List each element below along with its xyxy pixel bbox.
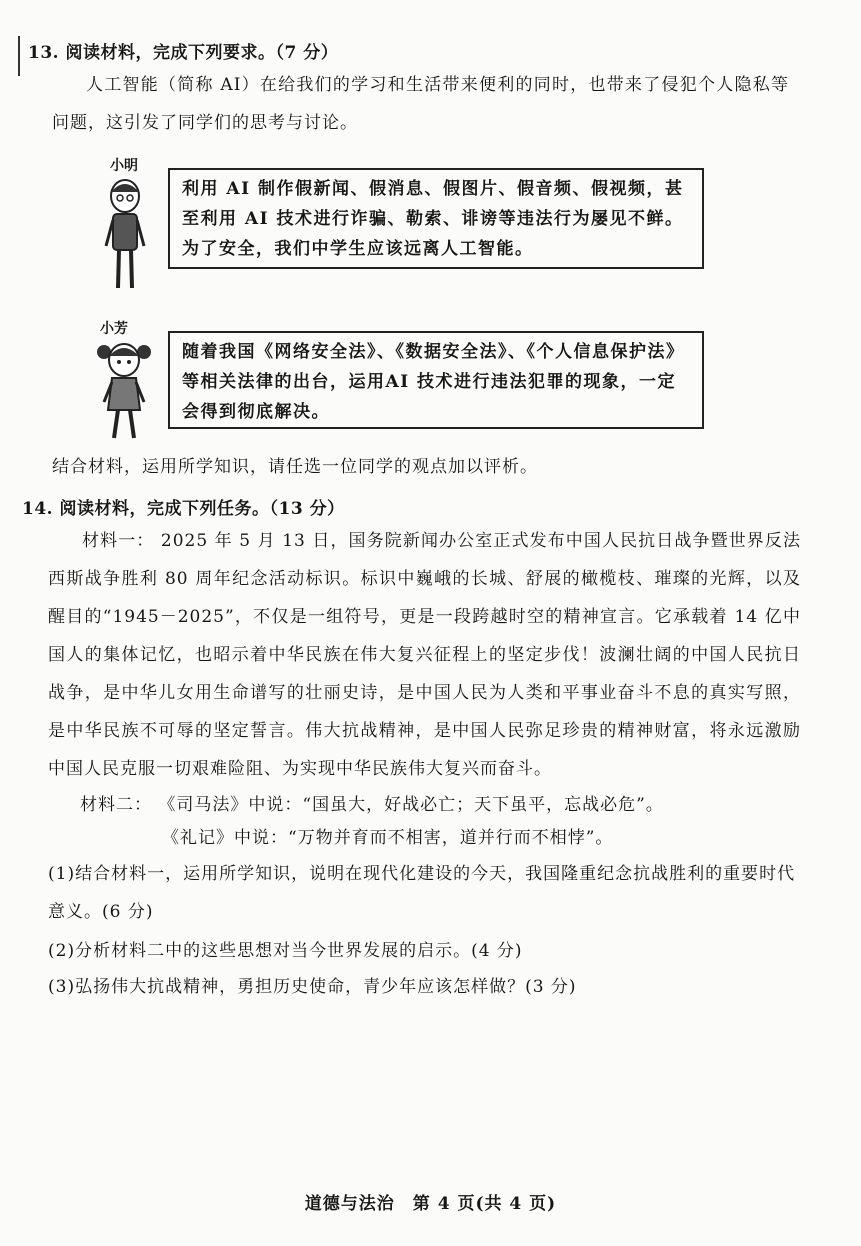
q14-sub1: (1)结合材料一，运用所学知识，说明在现代化建设的今天，我国隆重纪念抗战胜利的重要时代意义。(6 分) xyxy=(48,864,796,922)
xiaoming-figure-icon xyxy=(100,178,150,293)
xiaofang-figure-icon xyxy=(94,338,154,443)
q14-sub2: (2)分析材料二中的这些思想对当今世界发展的启示。(4 分) xyxy=(48,941,523,961)
page-footer: 道德与法治 第 4 页(共 4 页) xyxy=(304,1194,557,1214)
q14-material2-line1: 材料二： 《司马法》中说：“国虽大，好战必亡；天下虽平，忘战必危”。 xyxy=(80,795,664,815)
q14-heading: 14. 阅读材料，完成下列任务。（13 分） xyxy=(22,499,345,519)
q13-task: 结合材料，运用所学知识，请任选一位同学的观点加以评析。 xyxy=(52,457,538,477)
q14-material2-line2: 《礼记》中说：“万物并育而不相害，道并行而不相悖”。 xyxy=(162,828,614,848)
xiaofang-name: 小芳 xyxy=(100,321,128,337)
q14-material1: 材料一： 2025 年 5 月 13 日，国务院新闻办公室正式发布中国人民抗日战争暨世界反法西斯战争胜利 80 周年纪念活动标识。标识中巍峨的长城、舒展的橄榄枝、璀璨的光辉，以及醒目的“1945－2025”，不仅是一组符号，更是一段跨越时空的精神宣言。它承载着 14 亿中国人的集体记忆，也昭示着中华民族在伟大复兴征程上的坚定步伐！波澜壮阔的中国人民抗日战争，是中华儿女用生命谱写的壮丽史诗，是中国人民为人类和平事业奋斗不息的真实写照，是中华民族不可辱的坚定誓言。伟大抗战精神，是中国人民弥足珍贵的精神财富，将永远激励中国人民克服一切艰难险阻、为实现中华民族伟大复兴而奋斗。 xyxy=(48,531,801,779)
margin-line xyxy=(18,36,20,76)
xiaoming-speech-box: 利用 AI 制作假新闻、假消息、假图片、假音频、假视频，甚至利用 AI 技术进行诈骗、勒索、诽谤等违法行为屡见不鲜。为了安全，我们中学生应该远离人工智能。 xyxy=(168,168,704,269)
q13-heading: 13. 阅读材料，完成下列要求。（7 分） xyxy=(28,43,339,63)
q14-sub3: (3)弘扬伟大抗战精神，勇担历史使命，青少年应该怎样做？(3 分) xyxy=(48,977,577,997)
q13-intro: 人工智能（简称 AI）在给我们的学习和生活带来便利的同时，也带来了侵犯个人隐私等问题，这引发了同学们的思考与讨论。 xyxy=(52,75,789,133)
xiaofang-speech-box: 随着我国《网络安全法》、《数据安全法》、《个人信息保护法》等相关法律的出台，运用AI 技术进行违法犯罪的现象，一定会得到彻底解决。 xyxy=(168,331,704,429)
xiaoming-name: 小明 xyxy=(110,158,138,174)
